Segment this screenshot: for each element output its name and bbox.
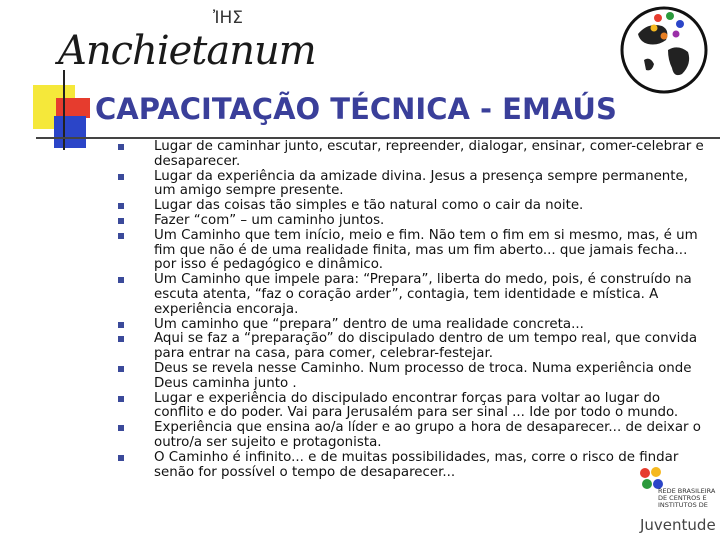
- list-item-text: Aqui se faz a “preparação” do discipulado dentro de um tempo real, que convida para entrar na casa, para comer, celebrar-festejar.: [154, 331, 698, 362]
- list-item-text: Fazer “com” – um caminho juntos.: [154, 212, 385, 228]
- logo-mark: ἸΗΣ: [213, 8, 243, 28]
- youth-network-big-text: Juventude: [640, 516, 716, 534]
- list-item-text: Lugar das coisas tão simples e tão natural como o cair da noite.: [154, 198, 584, 214]
- list-item: [118, 273, 713, 317]
- list-item: [118, 318, 713, 333]
- youth-network-small-text: REDE BRASILEIRA DE CENTROS E INSTITUTOS DE: [658, 487, 716, 509]
- bullet-icon: [118, 203, 124, 209]
- list-item-text: Lugar da experiência da amizade divina. Jesus a presença sempre permanente, um amigo sempre presente.: [154, 168, 689, 199]
- decor-blue-block: [54, 116, 86, 148]
- list-item: [118, 332, 713, 362]
- list-item: [118, 451, 713, 481]
- list-item-text: Lugar de caminhar junto, escutar, repreender, dialogar, ensinar, comer-celebrar e desaparecer.: [154, 139, 704, 169]
- list-item-text: Experiência que ensina ao/a líder e ao grupo a hora de desaparecer... de deixar o outro/a ser sujeito e protagonista.: [154, 420, 701, 450]
- decor-red-block: [56, 98, 90, 118]
- list-item-text: Um Caminho que tem início, meio e fim. Não tem o fim em si mesmo, mas, é um fim que não é de uma realidade finita, mas um fim aberto... que jamais fecha... por isso é pedagógico e dinâmico.: [154, 227, 698, 273]
- list-item-text: Deus se revela nesse Caminho. Num processo de troca. Numa experiência onde Deus caminha junto .: [154, 360, 692, 391]
- bullet-icon: [118, 233, 124, 239]
- youth-network-logo: [636, 460, 720, 538]
- logo-text: Anchietanum: [58, 28, 316, 74]
- list-item: [118, 229, 713, 273]
- list-item: [118, 170, 713, 200]
- bullet-icon: [118, 336, 124, 342]
- list-item: [118, 199, 713, 214]
- list-item: [118, 392, 713, 422]
- list-item-text: O Caminho é infinito... e de muitas possibilidades, mas, corre o risco de findar senão for possível o tempo de desaparecer...: [154, 449, 679, 480]
- bullet-icon: [118, 144, 124, 150]
- globe-logo-icon: [618, 4, 710, 96]
- bullet-icon: [118, 322, 124, 328]
- bullet-icon: [118, 396, 124, 402]
- bullet-icon: [118, 455, 124, 461]
- bullet-list: [118, 140, 713, 480]
- page-title: CAPACITAÇÃO TÉCNICA - EMAÚS: [95, 92, 617, 126]
- list-item-text: Um Caminho que impele para: “Prepara”, liberta do medo, pois, é construído na escuta atenta, “faz o coração arder”, contagia, tem identidade e mística. A experiência encoraja.: [154, 272, 692, 317]
- list-item: [118, 362, 713, 392]
- bullet-icon: [118, 366, 124, 372]
- list-item-text: Lugar e experiência do discipulado encontrar forças para voltar ao lugar do conflito e do poder. Vai para Jerusalém para ser sinal ... Ide por todo o mundo.: [154, 390, 679, 421]
- list-item: [118, 140, 713, 170]
- list-item: [118, 214, 713, 229]
- list-item: [118, 421, 713, 451]
- bullet-icon: [118, 277, 124, 283]
- list-item-text: Um caminho que “prepara” dentro de uma realidade concreta...: [154, 316, 584, 332]
- bullet-icon: [118, 218, 124, 224]
- anchietanum-logo: [58, 8, 318, 78]
- bullet-icon: [118, 174, 124, 180]
- bullet-icon: [118, 425, 124, 431]
